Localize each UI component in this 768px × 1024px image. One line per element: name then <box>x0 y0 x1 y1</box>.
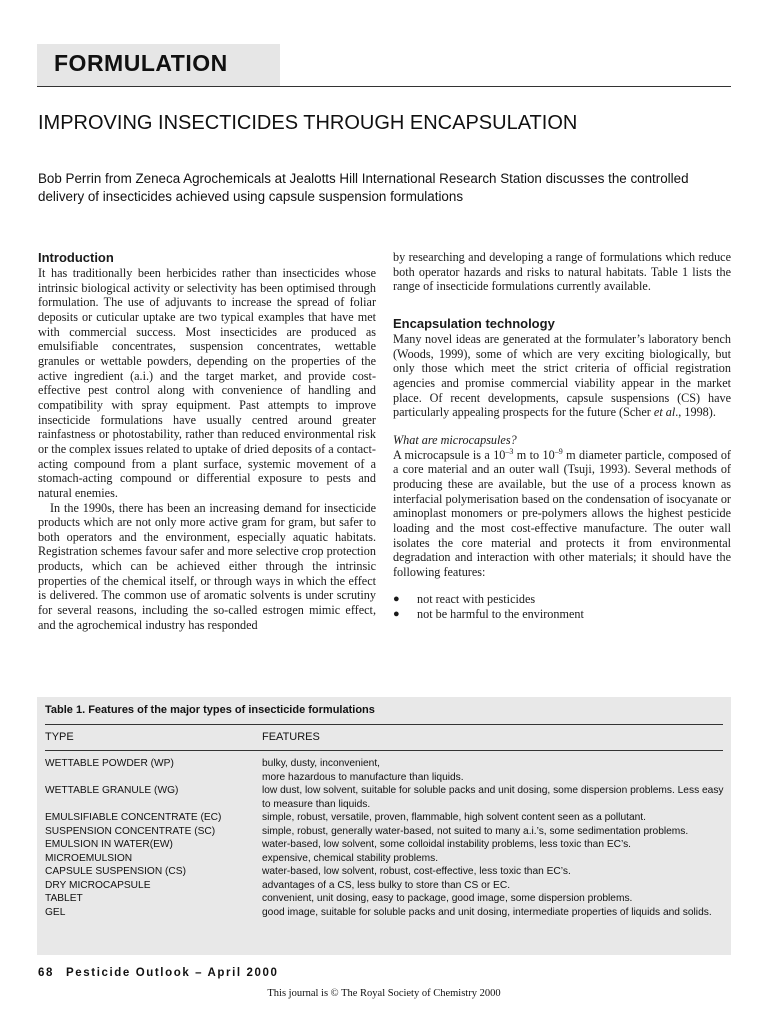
formulation-features: convenient, unit dosing, easy to package, good image, some dispersion problems. <box>262 893 633 904</box>
list-item <box>393 607 731 622</box>
formulation-features: more hazardous to manufacture than liquids. <box>262 771 464 783</box>
page-number: 68 <box>38 967 54 979</box>
article-title: IMPROVING INSECTICIDES THROUGH ENCAPSULATION <box>38 112 578 134</box>
table-header-rule <box>45 750 723 751</box>
table-row <box>45 865 725 879</box>
table-row <box>45 771 725 785</box>
intro-paragraph-3: by researching and developing a range of formulations which reduce both operator hazards and risks to natural habitats. Table 1 lists the range of insecticide formulations currently available. <box>393 250 731 294</box>
journal-issue: Pesticide Outlook – April 2000 <box>66 967 279 979</box>
citation-et-al: et al <box>653 405 676 420</box>
list-item-text: not react with pesticides <box>417 592 536 607</box>
spacer <box>393 579 731 592</box>
table-row <box>45 838 725 852</box>
left-column <box>38 250 376 632</box>
formulation-type: WETTABLE GRANULE (WG) <box>45 785 179 796</box>
table-header-type: TYPE <box>45 731 74 743</box>
encap-text-a: Many novel ideas are generated at the formulater’s laboratory bench (Woods, 1999), some of which are very exciting biologically, but only those which meet the strict criteria of official registration agencies and promise commercial viability appear in the market place. Of recent developments, capsule suspensions (CS) have particularly appealing prospects for the future (Scher <box>393 331 731 420</box>
standfirst: Bob Perrin from Zeneca Agrochemicals at Jealotts Hill International Research Station discusses the controlled delivery of insecticides achieved using capsule suspension formulations <box>38 171 689 204</box>
formulation-features: low dust, low solvent, suitable for soluble packs and unit dosing, some dispersion problems. Less easy to measure than liquids. <box>262 785 724 810</box>
formulation-type: MICROEMULSION <box>45 852 133 864</box>
features-list <box>393 592 731 621</box>
table-row <box>45 892 725 906</box>
section-title: FORMULATION <box>54 50 228 76</box>
formulation-features: water-based, low solvent, robust, cost-effective, less toxic than EC’s. <box>262 866 571 877</box>
microcapsules-subheading: What are microcapsules? <box>393 432 517 447</box>
table-row <box>45 906 725 920</box>
encapsulation-paragraph-1 <box>393 332 731 420</box>
table-row <box>45 784 725 811</box>
page-footer <box>38 967 278 979</box>
mc-text-c: m diameter particle, composed of a core material and an outer wall (Tsuji, 1993). Several methods of producing these are available, but the use of a process known as interfacial polymerisation based on the condensation of isocyanate or aminoplast monomers or pre-polymers allows the highest pesticide loading and the most cost-effective manufacture. The outer wall isolates the core material and protects it from environmental degradation and interaction with other materials; it should have the following features: <box>393 447 731 579</box>
mc-text-a: A microcapsule is a 10 <box>393 447 506 462</box>
formulation-type: EMULSION IN WATER(EW) <box>45 839 173 850</box>
formulation-features: water-based, low solvent, some colloidal instability problems, less toxic than EC’s. <box>262 839 631 850</box>
formulation-type: GEL <box>45 906 66 918</box>
encap-text-b: ., 1998). <box>675 405 716 420</box>
list-item <box>393 592 731 607</box>
table-row <box>45 757 725 771</box>
spacer <box>393 294 731 316</box>
exponent-2: –9 <box>554 446 563 456</box>
table-row <box>45 852 725 866</box>
encapsulation-heading: Encapsulation technology <box>393 315 555 331</box>
formulation-type: CAPSULE SUSPENSION (CS) <box>45 866 186 877</box>
table-body <box>45 757 725 919</box>
table-caption: Table 1. Features of the major types of insecticide formulations <box>45 704 375 716</box>
formulation-type: WETTABLE POWDER (WP) <box>45 758 174 769</box>
table-row <box>45 811 725 825</box>
formulation-type: EMULSIFIABLE CONCENTRATE (EC) <box>45 812 222 823</box>
formulation-features: expensive, chemical stability problems. <box>262 852 439 864</box>
formulation-features: good image, suitable for soluble packs and unit dosing, intermediate properties of liquids and solids. <box>262 906 712 918</box>
table-row <box>45 879 725 893</box>
formulation-type: SUSPENSION CONCENTRATE (SC) <box>45 825 216 837</box>
formulation-features: simple, robust, versatile, proven, flammable, high solvent content seen as a pollutant. <box>262 812 646 823</box>
formulation-type: DRY MICROCAPSULE <box>45 879 151 891</box>
formulation-type: TABLET <box>45 893 83 904</box>
formulation-features: bulky, dusty, inconvenient, <box>262 758 380 769</box>
table-header-features: FEATURES <box>262 731 320 743</box>
right-column <box>393 250 731 622</box>
header-rule <box>37 86 731 87</box>
formulation-features: advantages of a CS, less bulky to store than CS or EC. <box>262 879 511 891</box>
microcapsules-paragraph <box>393 448 731 580</box>
formulation-features: simple, robust, generally water-based, not suited to many a.i.’s, some sedimentation problems. <box>262 825 689 837</box>
formulation-type <box>45 771 262 785</box>
spacer <box>393 420 731 433</box>
exponent-1: –3 <box>505 446 514 456</box>
table-top-rule <box>45 724 723 725</box>
intro-heading: Introduction <box>38 250 114 265</box>
bullet-icon: ● <box>393 608 400 621</box>
list-item-text: not be harmful to the environment <box>417 607 584 622</box>
intro-paragraph-1: It has traditionally been herbicides rather than insecticides whose intrinsic biological activity or selectivity has been optimised through formulation. The use of adjuvants to increase the spread of foliar deposits or cuticular uptake are two typical examples that have met with commercial success. Most insecticides are produced as emulsifiable concentrates, suspension concentrates, wettable granules or wettable powders, depending on the properties of the active ingredient (a.i.) and the target market, and provide cost-effective pest control along with convenience of handling and compatibility with spray equipment. Past attempts to improve insecticide formulations have usually centred around greater rainfastness or photostability, rather than reduced environmental risk or the complex issues related to uptake of dried deposits of a contact-acting compound from a plant surface, systemic movement of a stomach-acting compound or differential exposure to pests and natural enemies. <box>38 266 376 500</box>
mc-text-b: m to 10 <box>513 447 555 462</box>
copyright-notice: This journal is © The Royal Society of Chemistry 2000 <box>267 988 501 999</box>
intro-paragraph-2: In the 1990s, there has been an increasing demand for insecticide products which are not only more active gram for gram, but safer to both operators and the environment, especially aquatic habitats. Registration schemes favour safer and more selective crop protection products, which can be achieved either through the intrinsic properties of the chemical itself, or through ways in which the effect is delivered. The common use of aromatic solvents is under scrutiny for several reasons, including the so-called estrogen mimic effect, and the agrochemical industry has responded <box>38 500 376 632</box>
bullet-icon: ● <box>393 593 400 606</box>
table-row <box>45 825 725 839</box>
